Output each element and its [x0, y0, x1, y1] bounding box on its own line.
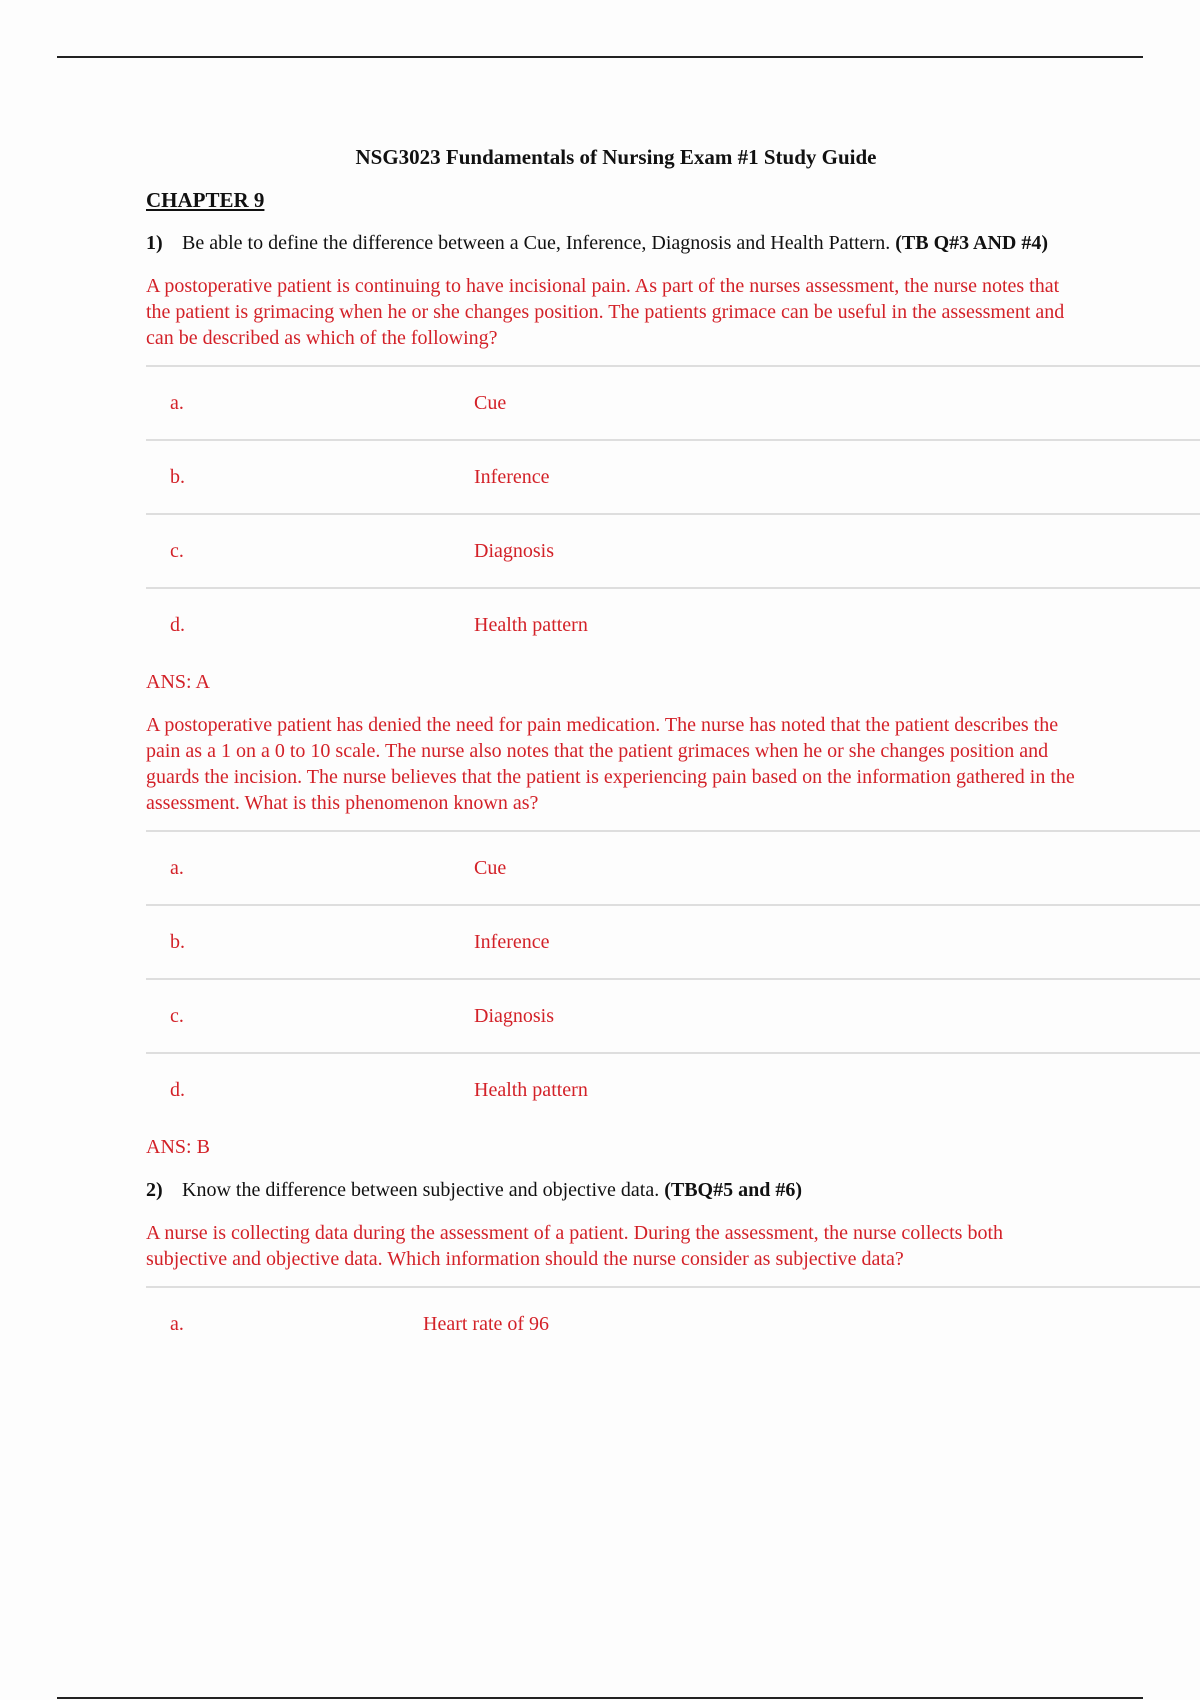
objective-2	[146, 1177, 1066, 1203]
objective-reference: (TBQ#5 and #6)	[664, 1179, 803, 1201]
answer-1: ANS: A	[146, 671, 210, 693]
objective-body: Know the difference between subjective and objective data.	[182, 1179, 665, 1201]
option-text: Inference	[474, 930, 550, 953]
document-title: NSG3023 Fundamentals of Nursing Exam #1 Study Guide	[355, 145, 877, 169]
option-letter: d.	[170, 613, 185, 636]
question-2-options	[146, 830, 1200, 1126]
objective-number: 2)	[146, 1179, 163, 1201]
option-row	[146, 587, 1200, 661]
question-3: A nurse is collecting data during the assessment of a patient. During the assessment, the nurse collects both subjective and objective data. Which information should the nurse consider as subjective data?	[146, 1222, 1004, 1270]
option-letter: a.	[170, 856, 184, 879]
option-text: Health pattern	[474, 1078, 588, 1101]
option-letter: a.	[170, 391, 184, 414]
objective-text	[182, 1177, 802, 1203]
objective-body: Be able to define the difference between a Cue, Inference, Diagnosis and Health Pattern.	[182, 232, 896, 254]
header-rule	[57, 56, 1143, 58]
option-text: Health pattern	[474, 613, 588, 636]
question-3-options	[146, 1286, 1200, 1360]
option-row	[146, 904, 1200, 978]
option-row	[146, 830, 1200, 904]
document-page	[146, 145, 1200, 1370]
option-letter: d.	[170, 1078, 185, 1101]
option-text: Inference	[474, 465, 550, 488]
option-text: Diagnosis	[474, 539, 554, 562]
option-letter: c.	[170, 1004, 184, 1027]
option-text: Cue	[474, 856, 507, 879]
option-text: Diagnosis	[474, 1004, 554, 1027]
option-row	[146, 513, 1200, 587]
option-row	[146, 1052, 1200, 1126]
question-1-options	[146, 365, 1200, 661]
objective-number: 1)	[146, 232, 163, 254]
question-1: A postoperative patient is continuing to have incisional pain. As part of the nurses assessment, the nurse notes that the patient is grimacing when he or she changes position. The patients grimace can be useful in the assessment and can be described as which of the following?	[146, 275, 1065, 349]
answer-2: ANS: B	[146, 1136, 210, 1158]
option-row	[146, 1286, 1200, 1360]
chapter-heading: CHAPTER 9	[146, 188, 265, 212]
objective-reference: (TB Q#3 AND #4)	[895, 232, 1049, 254]
option-letter: b.	[170, 465, 185, 488]
option-letter: c.	[170, 539, 184, 562]
option-text: Cue	[474, 391, 507, 414]
option-row	[146, 365, 1200, 439]
option-row	[146, 439, 1200, 513]
footer-rule	[57, 1697, 1143, 1699]
objective-1	[146, 230, 1066, 256]
option-letter: b.	[170, 930, 185, 953]
option-letter: a.	[170, 1312, 184, 1335]
objective-text	[182, 230, 1048, 256]
option-text: Heart rate of 96	[423, 1312, 550, 1335]
option-row	[146, 978, 1200, 1052]
question-2: A postoperative patient has denied the need for pain medication. The nurse has noted that the patient describes the pain as a 1 on a 0 to 10 scale. The nurse also notes that the patient grimaces when he or she changes position and guards the incision. The nurse believes that the patient is experiencing pain based on the information gathered in the assessment. What is this phenomenon known as?	[146, 714, 1075, 814]
